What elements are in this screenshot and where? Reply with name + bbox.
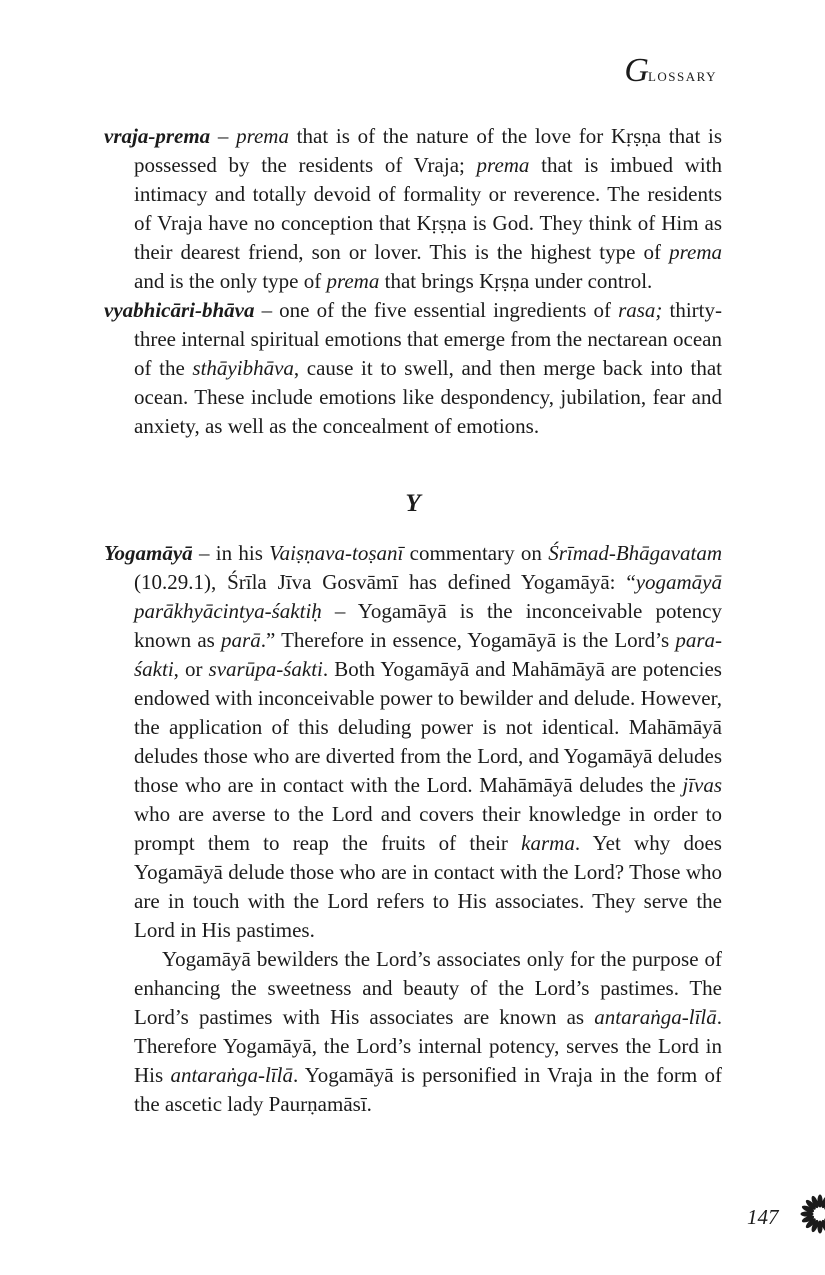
italic-term: jīvas bbox=[682, 773, 722, 797]
entry-term: Yogamāyā bbox=[104, 541, 193, 565]
italic-term: karma bbox=[521, 831, 575, 855]
lotus-emblem-icon bbox=[800, 1194, 825, 1234]
entry-dash: – bbox=[210, 124, 237, 148]
text-run: . Both Yogamāyā and Mahāmāyā are potencies endowed with inconceivable power to bewilder and delude. However, the application of this deluding power is not identical. Mahāmāyā deludes those who are diverted from the Lord, and Yogamāyā deludes those who are in contact with the Lord. Mahāmāyā deludes the bbox=[134, 657, 722, 797]
italic-term: prema bbox=[669, 240, 722, 264]
text-run: commentary on bbox=[403, 541, 549, 565]
glossary-entry-vyabhicari-bhava bbox=[104, 296, 722, 441]
text-run: that brings Kṛṣṇa under control. bbox=[379, 269, 653, 293]
yogamaya-continuation-paragraph bbox=[104, 945, 722, 1119]
entry-term: vraja-prema bbox=[104, 124, 211, 148]
italic-term: antaraṅga-līlā bbox=[170, 1063, 293, 1087]
italic-term: prema bbox=[326, 269, 380, 293]
text-run: – Yogamāyā is the inconceivable potency known as bbox=[134, 599, 722, 652]
italic-term: Śrīmad-Bhāgavatam bbox=[548, 541, 723, 565]
italic-term: antaraṅga-līlā bbox=[594, 1005, 717, 1029]
italic-term: sthāyibhāva bbox=[192, 356, 294, 380]
entry-dash: – bbox=[192, 541, 216, 565]
text-run: who are averse to the Lord and covers their knowledge in order to prompt them to reap the fruits of their bbox=[134, 802, 722, 855]
italic-term: yogamāyā parākhyācintya-śaktiḥ bbox=[134, 570, 722, 623]
page-number: 147 bbox=[747, 1205, 779, 1229]
text-run: , cause it to swell, and then merge back into that ocean. These include emotions like despondency, jubilation, fear and anxiety, as well as the concealment of emotions. bbox=[134, 356, 722, 438]
glossary-entry-yogamaya bbox=[104, 539, 722, 945]
section-letter-heading: Y bbox=[405, 490, 421, 517]
italic-term: Vaiṣṇava-toṣanī bbox=[269, 541, 404, 565]
entry-term: vyabhicāri-bhāva bbox=[104, 298, 255, 322]
entry-definition bbox=[134, 124, 722, 293]
italic-term: svarūpa-śakti bbox=[208, 657, 323, 681]
text-run: one of the five essential ingredients of bbox=[279, 298, 619, 322]
text-run: and is the only type of bbox=[134, 269, 327, 293]
italic-term: para-śakti bbox=[134, 628, 722, 681]
italic-term: rasa; bbox=[618, 298, 663, 322]
running-header bbox=[624, 54, 717, 88]
text-run: in his bbox=[215, 541, 270, 565]
paragraph-text bbox=[134, 947, 722, 1116]
text-run: , or bbox=[173, 657, 209, 681]
text-run: that is of the nature of the love for Kṛṣṇa that is possessed by the residents of Vraja; bbox=[134, 124, 722, 177]
text-run: that is imbued with intimacy and totally devoid of formality or reverence. The residents of Vraja have no conception that Kṛṣṇa is God. They think of Him as their dearest friend, son or lover. This is the highest type of bbox=[134, 153, 722, 264]
text-run: . Yogamāyā is personified in Vraja in the form of the ascetic lady Paurṇamāsī. bbox=[134, 1063, 722, 1116]
running-header-rest: LOSSARY bbox=[647, 69, 717, 84]
text-run: . Therefore Yogamāyā, the Lord’s internal potency, serves the Lord in His bbox=[134, 1005, 722, 1087]
italic-term: prema bbox=[236, 124, 289, 148]
text-run: Yogamāyā bewilders the Lord’s associates only for the purpose of enhancing the sweetness and beauty of the Lord’s pastimes. The Lord’s pastimes with His associates are known as bbox=[134, 947, 722, 1029]
entry-definition bbox=[134, 541, 722, 942]
running-header-initial: G bbox=[624, 52, 647, 89]
italic-term: parā bbox=[221, 628, 261, 652]
text-run: thirty-three internal spiritual emotions that emerge from the nectarean ocean of the bbox=[134, 298, 722, 380]
entry-dash: – bbox=[254, 298, 280, 322]
text-run: . Yet why does Yogamāyā delude those who are in contact with the Lord? Those who are in touch with the Lord refers to His associates. They serve the Lord in His pastimes. bbox=[134, 831, 722, 942]
text-run: .” Therefore in essence, Yogamāyā is the Lord’s bbox=[260, 628, 676, 652]
italic-term: prema bbox=[476, 153, 530, 177]
glossary-entry-vraja-prema bbox=[104, 122, 722, 296]
text-run: (10.29.1), Śrīla Jīva Gosvāmī has defined Yogamāyā: “ bbox=[134, 570, 636, 594]
page-body bbox=[104, 122, 722, 1119]
